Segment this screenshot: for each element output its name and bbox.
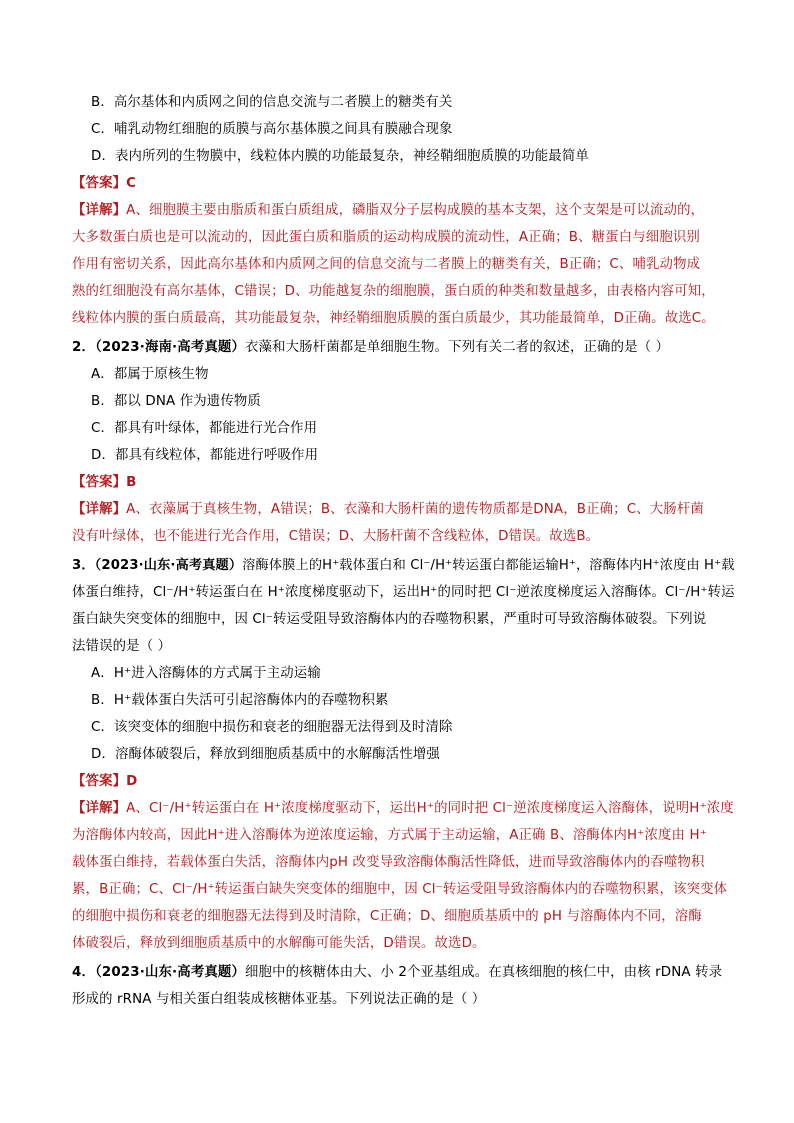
q3-stem-line: 法错误的是（ ）: [72, 639, 172, 654]
question-number: 2．: [72, 340, 96, 355]
q2-option-d: D．都具有线粒体，都能进行呼吸作用: [91, 448, 319, 463]
q2-explanation-line: 没有叶绿体，也不能进行光合作用，C错误；D、大肠杆菌不含线粒体，D错误。故选B。: [72, 529, 600, 544]
q3-option-d: D．溶酶体破裂后，释放到细胞质基质中的水解酶活性增强: [91, 747, 440, 762]
answer-value: C: [126, 176, 137, 191]
q3-option-b: B．H⁺载体蛋白失活可引起溶酶体内的吞噬物积累: [91, 693, 389, 708]
answer-value: D: [126, 774, 138, 789]
q2-stem: 2．（2023·海南·高考真题）衣藻和大肠杆菌都是单细胞生物。下列有关二者的叙述，正确的是（ ）: [72, 340, 670, 355]
q1-explanation-line: 【详解】A、细胞膜主要由脂质和蛋白质组成，磷脂双分子层构成膜的基本支架，这个支架是可以流动的，: [72, 203, 705, 218]
answer-label: 【答案】: [72, 774, 127, 789]
q1-explanation-line: 线粒体内膜的蛋白质最高，其功能最复杂，神经鞘细胞质膜的蛋白质最少，其功能最简单，D正确。故选C。: [72, 311, 715, 326]
question-source: （2023·山东·高考真题）: [95, 965, 245, 980]
question-number: 3．: [72, 558, 95, 573]
answer-label: 【答案】: [72, 176, 127, 191]
q1-option-d: D．表内所列的生物膜中，线粒体内膜的功能最复杂，神经鞘细胞质膜的功能最简单: [91, 149, 589, 164]
q2-answer: [72, 474, 137, 492]
q2-option-c: C．都具有叶绿体，都能进行光合作用: [91, 421, 318, 436]
q4-stem-line: 形成的 rRNA 与相关蛋白组装成核糖体亚基。下列说法正确的是（ ）: [72, 992, 486, 1007]
q2-explanation-line: 【详解】A、衣藻属于真核生物，A错误；B、衣藻和大肠杆菌的遗传物质都是DNA，B正确；C、大肠杆菌: [72, 502, 704, 517]
explanation-label: 【详解】: [72, 502, 127, 517]
question-number: 4．: [72, 965, 96, 980]
q4-stem: 4．（2023·山东·高考真题）细胞中的核糖体由大、小 2个亚基组成。在真核细胞的核仁中，由核 rDNA 转录: [72, 965, 723, 980]
q3-option-a: A．H⁺进入溶酶体的方式属于主动运输: [91, 666, 321, 681]
q3-explanation-line: 累，B正确；C、Cl⁻/H⁺转运蛋白缺失突变体的细胞中，因 Cl⁻转运受阻导致溶酶体内的吞噬物积累，该突变体: [72, 882, 728, 897]
q1-answer: [72, 175, 136, 193]
explanation-label: 【详解】: [72, 203, 127, 218]
explanation-label: 【详解】: [72, 801, 127, 816]
q3-explanation-line: 【详解】A、Cl⁻/H⁺转运蛋白在 H⁺浓度梯度驱动下，运出H⁺的同时把 Cl⁻逆浓度梯度运入溶酶体，说明H⁺浓度: [72, 801, 734, 816]
q3-explanation-line: 为溶酶体内较高，因此H⁺进入溶酶体为逆浓度运输，方式属于主动运输，A正确 B、溶酶体内H⁺浓度由 H⁺: [72, 828, 707, 843]
q2-option-a: A．都属于原核生物: [91, 367, 209, 382]
q3-explanation-line: 载体蛋白维持，若载体蛋白失活，溶酶体内pH 改变导致溶酶体酶活性降低，进而导致溶酶体内的吞噬物积: [72, 855, 705, 870]
q3-stem: 3．（2023·山东·高考真题）溶酶体膜上的H⁺载体蛋白和 Cl⁻/H⁺转运蛋白都能运输H⁺，溶酶体内H⁺浓度由 H⁺载: [72, 558, 735, 573]
q3-stem-line: 体蛋白维持，Cl⁻/H⁺转运蛋白在 H⁺浓度梯度驱动下，运出H⁺的同时把 Cl⁻逆浓度梯度运入溶酶体。Cl⁻/H⁺转运: [72, 585, 735, 600]
q2-option-b: B．都以 DNA 作为遗传物质: [91, 394, 261, 409]
q1-option-b: B．高尔基体和内质网之间的信息交流与二者膜上的糖类有关: [91, 95, 453, 110]
answer-value: B: [126, 475, 137, 490]
q1-explanation-line: 熟的红细胞没有高尔基体，C错误；D、功能越复杂的细胞膜，蛋白质的种类和数量越多，由表格内容可知，: [72, 284, 715, 299]
q1-option-c: C．哺乳动物红细胞的质膜与高尔基体膜之间具有膜融合现象: [91, 122, 453, 137]
q3-explanation-line: 体破裂后，释放到细胞质基质中的水解酶可能失活，D错误。故选D。: [72, 936, 486, 951]
q3-explanation-line: 的细胞中损伤和衰老的细胞器无法得到及时清除，C正确；D、细胞质基质中的 pH 与溶酶体内不同，溶酶: [72, 909, 702, 924]
q3-option-c: C．该突变体的细胞中损伤和衰老的细胞器无法得到及时清除: [91, 720, 453, 735]
q1-explanation-line: 作用有密切关系，因此高尔基体和内质网之间的信息交流与二者膜上的糖类有关，B正确；C、哺乳动物成: [72, 257, 701, 272]
q1-explanation-line: 大多数蛋白质也是可以流动的，因此蛋白质和脂质的运动构成膜的流动性，A正确；B、糖蛋白与细胞识别: [72, 230, 700, 245]
question-source: （2023·海南·高考真题）: [95, 340, 245, 355]
answer-label: 【答案】: [72, 475, 127, 490]
q3-answer: [72, 773, 137, 791]
q3-stem-line: 蛋白缺失突变体的细胞中，因 Cl⁻转运受阻导致溶酶体内的吞噬物积累，严重时可导致溶酶体破裂。下列说: [72, 612, 707, 627]
question-source: （2023·山东·高考真题）: [94, 558, 243, 573]
